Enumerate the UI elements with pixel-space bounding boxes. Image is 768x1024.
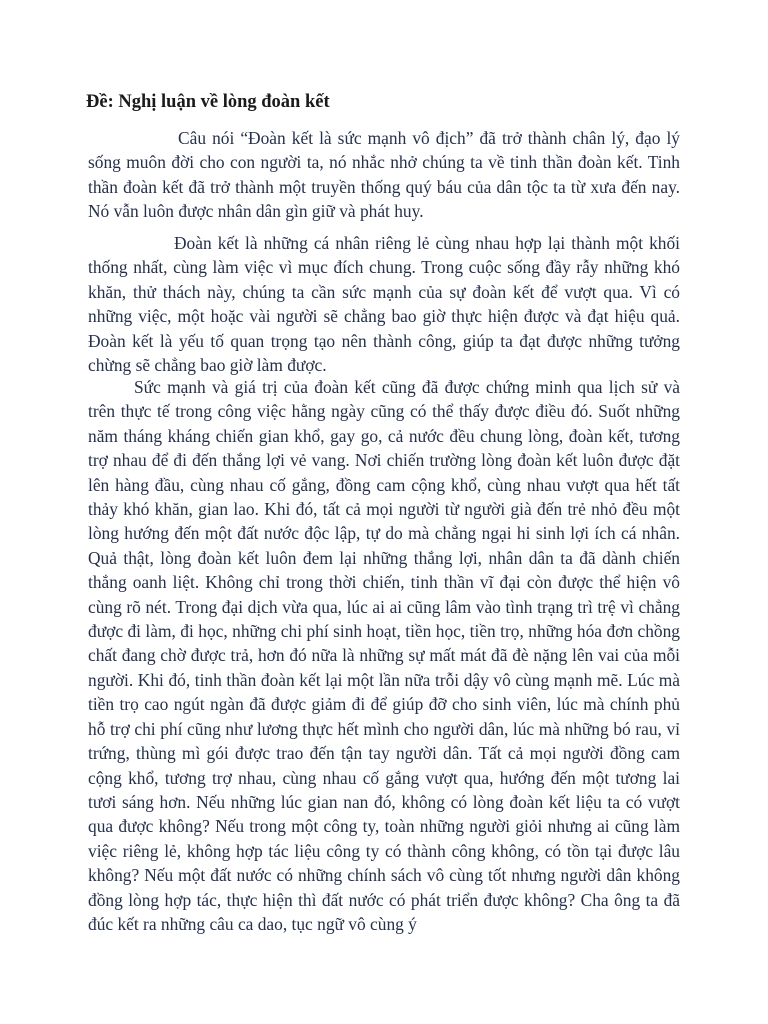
- paragraph-intro: Câu nói “Đoàn kết là sức mạnh vô địch” đã trở thành chân lý, đạo lý sống muôn đời cho con người ta, nó nhắc nhở chúng ta về tinh thần đoàn kết. Tinh thần đoàn kết đã trở thành một truyền thống quý báu của dân tộc ta từ xưa đến nay. Nó vẫn luôn được nhân dân gìn giữ và phát huy.: [88, 128, 680, 222]
- document-title: Đề: Nghị luận về lòng đoàn kết: [86, 92, 330, 112]
- paragraph-definition: Đoàn kết là những cá nhân riêng lẻ cùng nhau hợp lại thành một khối thống nhất, cùng làm việc vì mục đích chung. Trong cuộc sống đầy rẫy những khó khăn, thử thách này, chúng ta cần sức mạnh của sự đoàn kết để vượt qua. Vì có những việc, một hoặc vài người sẽ chẳng bao giờ thực hiện được và đạt hiệu quả. Đoàn kết là yếu tố quan trọng tạo nên thành công, giúp ta đạt được những tưởng chừng sẽ chẳng bao giờ làm được.: [88, 233, 680, 376]
- paragraph-evidence: Sức mạnh và giá trị của đoàn kết cũng đã được chứng minh qua lịch sử và trên thực tế trong công việc hằng ngày cũng có thể thấy được điều đó. Suốt những năm tháng kháng chiến gian khổ, gay go, cả nước đều chung lòng, đoàn kết, tương trợ nhau để đi đến thắng lợi vẻ vang. Nơi chiến trường lòng đoàn kết luôn được đặt lên hàng đầu, cùng nhau cố gắng, đồng cam cộng khổ, cùng nhau vượt qua hết tất thảy khó khăn, gian lao. Khi đó, tất cả mọi người từ người già đến trẻ nhỏ đều một lòng hướng đến một đất nước độc lập, tự do mà chẳng ngại hi sinh lợi ích cá nhân. Quả thật, lòng đoàn kết luôn đem lại những thắng lợi, nhân dân ta đã dành chiến thắng oanh liệt. Không chỉ trong thời chiến, tinh thần vĩ đại còn được thể hiện vô cùng rõ nét. Trong đại dịch vừa qua, lúc ai ai cũng lâm vào tình trạng trì trệ vì chẳng được đi làm, đi học, những chi phí sinh hoạt, tiền học, tiền trọ, những hóa đơn chồng chất đang chờ được trả, hơn đó nữa là những sự mất mát đã đè nặng lên vai của mỗi người. Khi đó, tinh thần đoàn kết lại một lần nữa trỗi dậy vô cùng mạnh mẽ. Lúc mà tiền trọ cao ngút ngàn đã được giảm đi để giúp đỡ cho sinh viên, lúc mà chính phủ hỗ trợ chi phí cũng như lương thực hết mình cho người dân, lúc mà những bó rau, vỉ trứng, thùng mì gói được trao đến tận tay người dân. Tất cả mọi người đồng cam cộng khổ, tương trợ nhau, cùng nhau cố gắng vượt qua, hướng đến một tương lai tươi sáng hơn. Nếu những lúc gian nan đó, không có lòng đoàn kết liệu ta có vượt qua được không? Nếu trong một công ty, toàn những người giỏi nhưng ai cũng làm việc riêng lẻ, không hợp tác liệu công ty có thành công không, có tồn tại được lâu không? Nếu một đất nước có những chính sách vô cùng tốt nhưng người dân không đồng lòng hợp tác, thực hiện thì đất nước có phát triển được không? Cha ông ta đã đúc kết ra những câu ca dao, tục ngữ vô cùng ý: [88, 377, 680, 934]
